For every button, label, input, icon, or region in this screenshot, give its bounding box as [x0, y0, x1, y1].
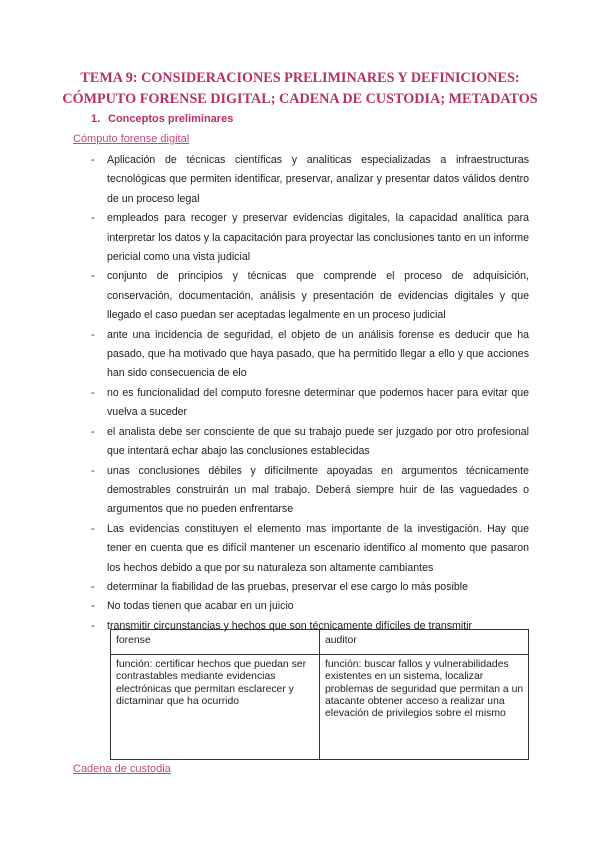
list-item-text: ante una incidencia de seguridad, el objeto de un análisis forense es deducir que ha pasado, que ha motivado que haya pasado, que ha permitido llegar a ello y que acciones han sido consecuencia de elo [107, 328, 529, 380]
subheading-computo-forense[interactable]: Cómputo forense digital [73, 133, 190, 145]
list-item [91, 151, 529, 209]
document-title [0, 68, 600, 110]
list-item [91, 384, 529, 423]
list-item-text: transmitir circunstancias y hechos que son técnicamente difíciles de transmitir [107, 619, 473, 632]
table-header-row [111, 630, 529, 655]
bullet-dash: - [91, 154, 95, 166]
bullet-dash: - [91, 464, 95, 477]
bullet-dash: - [91, 328, 95, 341]
list-item [91, 267, 529, 325]
list-item-text: Aplicación de técnicas científicas y analíticas especializadas a infraestructuras tecnológicas que permiten identificar, preservar, analizar y presentar datos válidos dentro de un proceso legal [107, 154, 529, 205]
table-cell-forense: función: certificar hechos que puedan ser contrastables mediante evidencias electrónicas que permitan esclarecer y dictaminar que ha ocurrido [111, 655, 320, 760]
title-line-1: TEMA 9: CONSIDERACIONES PRELIMINARES Y DEFINICIONES: [80, 70, 520, 86]
list-item-text: determinar la fiabilidad de las pruebas, preservar el ese cargo lo más posible [107, 580, 468, 593]
bullet-dash: - [91, 425, 95, 438]
list-item-text: No todas tienen que acabar en un juicio [107, 600, 294, 613]
bullet-dash: - [91, 522, 95, 535]
bullet-dash: - [91, 619, 95, 632]
list-item-text: unas conclusiones débiles y difícilmente apoyadas en argumentos técnicamente demostrables construirán un mal trabajo. Deberá siempre huir de las vaguedades o argumentos que no pueden enfrentarse [107, 464, 529, 516]
bullet-dash: - [91, 270, 95, 283]
section-number: 1. [91, 113, 101, 125]
subheading-cadena-custodia[interactable]: Cadena de custodia [73, 763, 171, 775]
table-row [111, 655, 529, 760]
list-item [91, 520, 529, 578]
table-cell-auditor: función: buscar fallos y vulnerabilidades existentes en un sistema, localizar problemas de seguridad que permitan a un atacante obtener acceso a realizar una elevación de privilegios sobre el mismo [320, 655, 529, 760]
list-item-text: empleados para recoger y preservar evidencias digitales, la capacidad analítica para interpretar los datos y la capacitación para proyectar las conclusiones tanto en un informe pericial como una vista judicial [107, 212, 529, 264]
section-title: Conceptos preliminares [108, 113, 234, 125]
table-header-auditor: auditor [320, 630, 529, 655]
comparison-table [110, 629, 529, 760]
list-item-text: conjunto de principios y técnicas que comprende el proceso de adquisición, conservación, documentación, análisis y presentación de evidencias digitales y que llegado el caso puedan ser aceptadas legalmente en un proceso judicial [107, 270, 529, 322]
bullet-dash: - [91, 386, 95, 399]
list-item-text: no es funcionalidad del computo foresne determinar que podemos hacer para evitar que vuelva a suceder [107, 386, 529, 419]
list-item [91, 423, 529, 462]
list-item [91, 326, 529, 384]
title-line-2: CÓMPUTO FORENSE DIGITAL; CADENA DE CUSTODIA; METADATOS [62, 91, 538, 107]
list-item [91, 462, 529, 520]
bullet-dash: - [91, 212, 95, 225]
section-heading [91, 113, 233, 125]
bullet-list [91, 151, 529, 636]
list-item [91, 578, 529, 597]
list-item-text: el analista debe ser consciente de que su trabajo puede ser juzgado por otro profesional que intentará echar abajo las conclusiones establecidas [107, 425, 529, 458]
list-item-text: Las evidencias constituyen el elemento mas importante de la investigación. Hay que tener en cuenta que es difícil mantener un escenario identifico al momento que pasaron los hechos debido a que por su naturaleza son altamente cambiantes [107, 522, 529, 574]
bullet-dash: - [91, 600, 95, 613]
bullet-dash: - [91, 580, 95, 593]
table-header-forense: forense [111, 630, 320, 655]
list-item [91, 209, 529, 267]
list-item [91, 597, 529, 616]
